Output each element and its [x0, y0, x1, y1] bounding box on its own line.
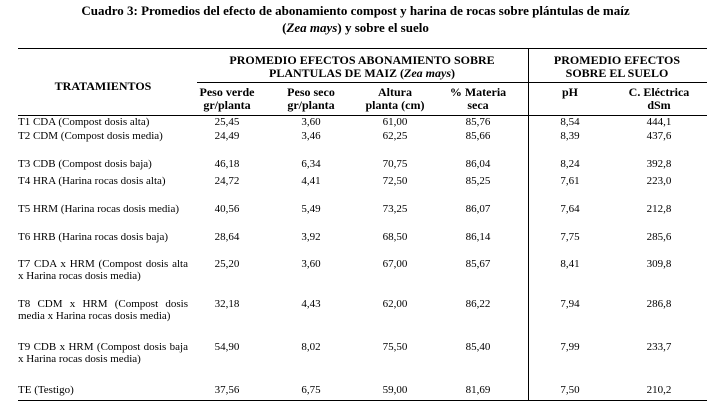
treatment-label: T5 HRM (Harina rocas dosis media) — [18, 203, 179, 215]
conductividad-cell: 223,0 — [646, 175, 672, 187]
materia-seca-cell: 85,25 — [465, 175, 491, 187]
materia-seca-cell: 86,14 — [465, 231, 491, 243]
plant-effects-group-header: PROMEDIO EFECTOS ABONAMIENTO SOBRE PLANTULAS DE MAIZ (Zea mays) — [229, 53, 495, 80]
altura-cell: 68,50 — [382, 231, 408, 243]
peso-seco-cell: 3,46 — [301, 130, 321, 142]
ph-cell: 7,75 — [560, 231, 580, 243]
peso-verde-cell: 40,56 — [214, 203, 240, 215]
treatment-label: T9 CDB x HRM (Compost dosis baja x Harina rocas dosis media) — [18, 341, 188, 365]
materia-seca-cell: 81,69 — [465, 384, 491, 396]
table-bottom-rule — [18, 400, 707, 401]
peso-seco-cell: 8,02 — [301, 341, 321, 353]
altura-cell: 67,00 — [382, 258, 408, 270]
conductividad-cell: 392,8 — [646, 158, 672, 170]
materia-seca-cell: 85,40 — [465, 341, 491, 353]
conductividad-cell: 210,2 — [646, 384, 672, 396]
conductividad-cell: 233,7 — [646, 341, 672, 353]
group-species: Zea mays — [404, 66, 451, 80]
conductividad-cell: 286,8 — [646, 298, 672, 310]
treatment-label: T2 CDM (Compost dosis media) — [18, 130, 163, 142]
peso-verde-cell: 25,20 — [214, 258, 240, 270]
peso-seco-cell: 6,34 — [301, 158, 321, 170]
treatment-label: T7 CDA x HRM (Compost dosis alta x Harina rocas dosis media) — [18, 258, 188, 282]
materia-seca-cell: 85,66 — [465, 130, 491, 142]
group-header-rule — [197, 82, 707, 83]
peso-seco-cell: 3,92 — [301, 231, 321, 243]
altura-cell: 62,00 — [382, 298, 408, 310]
altura-cell: 75,50 — [382, 341, 408, 353]
conductividad-cell: 437,6 — [646, 130, 672, 142]
conductividad-cell: 212,8 — [646, 203, 672, 215]
caption-line-2: (Zea mays) y sobre el suelo — [282, 20, 429, 35]
column-header-materia-seca: % Materia seca — [449, 85, 507, 112]
altura-cell: 73,25 — [382, 203, 408, 215]
peso-verde-cell: 54,90 — [214, 341, 240, 353]
materia-seca-cell: 86,04 — [465, 158, 491, 170]
materia-seca-cell: 85,76 — [465, 116, 491, 128]
column-header-peso-seco: Peso seco gr/planta — [287, 85, 335, 112]
column-header-ph: pH — [561, 85, 578, 99]
soil-effects-group-header: PROMEDIO EFECTOS SOBRE EL SUELO — [553, 53, 681, 80]
peso-verde-cell: 46,18 — [214, 158, 240, 170]
peso-seco-cell: 3,60 — [301, 258, 321, 270]
peso-verde-cell: 24,72 — [214, 175, 240, 187]
group-divider — [528, 48, 529, 400]
ph-cell: 7,50 — [560, 384, 580, 396]
ph-cell: 8,54 — [560, 116, 580, 128]
altura-cell: 70,75 — [382, 158, 408, 170]
materia-seca-cell: 86,07 — [465, 203, 491, 215]
table-top-rule — [18, 48, 707, 49]
treatment-label: TE (Testigo) — [18, 384, 74, 396]
ph-cell: 8,39 — [560, 130, 580, 142]
ph-cell: 8,24 — [560, 158, 580, 170]
peso-verde-cell: 37,56 — [214, 384, 240, 396]
peso-verde-cell: 32,18 — [214, 298, 240, 310]
peso-verde-cell: 24,49 — [214, 130, 240, 142]
conductividad-cell: 285,6 — [646, 231, 672, 243]
conductividad-cell: 444,1 — [646, 116, 672, 128]
column-header-altura: Altura planta (cm) — [365, 85, 425, 112]
materia-seca-cell: 86,22 — [465, 298, 491, 310]
treatment-label: T4 HRA (Harina rocas dosis alta) — [18, 175, 166, 187]
peso-verde-cell: 28,64 — [214, 231, 240, 243]
table-caption — [0, 2, 711, 36]
peso-seco-cell: 5,49 — [301, 203, 321, 215]
ph-cell: 8,41 — [560, 258, 580, 270]
treatment-label: T8 CDM x HRM (Compost dosis media x Harina rocas dosis media) — [18, 298, 188, 322]
peso-seco-cell: 4,43 — [301, 298, 321, 310]
treatment-label: T1 CDA (Compost dosis alta) — [18, 116, 150, 128]
peso-seco-cell: 6,75 — [301, 384, 321, 396]
altura-cell: 61,00 — [382, 116, 408, 128]
peso-seco-cell: 4,41 — [301, 175, 321, 187]
column-header-peso-verde: Peso verde gr/planta — [199, 85, 255, 112]
tratamientos-header: TRATAMIENTOS — [54, 79, 152, 93]
treatment-label: T3 CDB (Compost dosis baja) — [18, 158, 152, 170]
caption-species: Zea mays — [286, 20, 338, 35]
materia-seca-cell: 85,67 — [465, 258, 491, 270]
peso-verde-cell: 25,45 — [214, 116, 240, 128]
conductividad-cell: 309,8 — [646, 258, 672, 270]
altura-cell: 62,25 — [382, 130, 408, 142]
ph-cell: 7,61 — [560, 175, 580, 187]
ph-cell: 7,99 — [560, 341, 580, 353]
caption-line-1: Cuadro 3: Promedios del efecto de abonamiento compost y harina de rocas sobre plántulas de maíz — [81, 3, 630, 18]
ph-cell: 7,94 — [560, 298, 580, 310]
altura-cell: 59,00 — [382, 384, 408, 396]
peso-seco-cell: 3,60 — [301, 116, 321, 128]
altura-cell: 72,50 — [382, 175, 408, 187]
treatment-label: T6 HRB (Harina rocas dosis baja) — [18, 231, 168, 243]
ph-cell: 7,64 — [560, 203, 580, 215]
column-header-conductividad: C. Eléctrica dSm — [628, 85, 690, 112]
